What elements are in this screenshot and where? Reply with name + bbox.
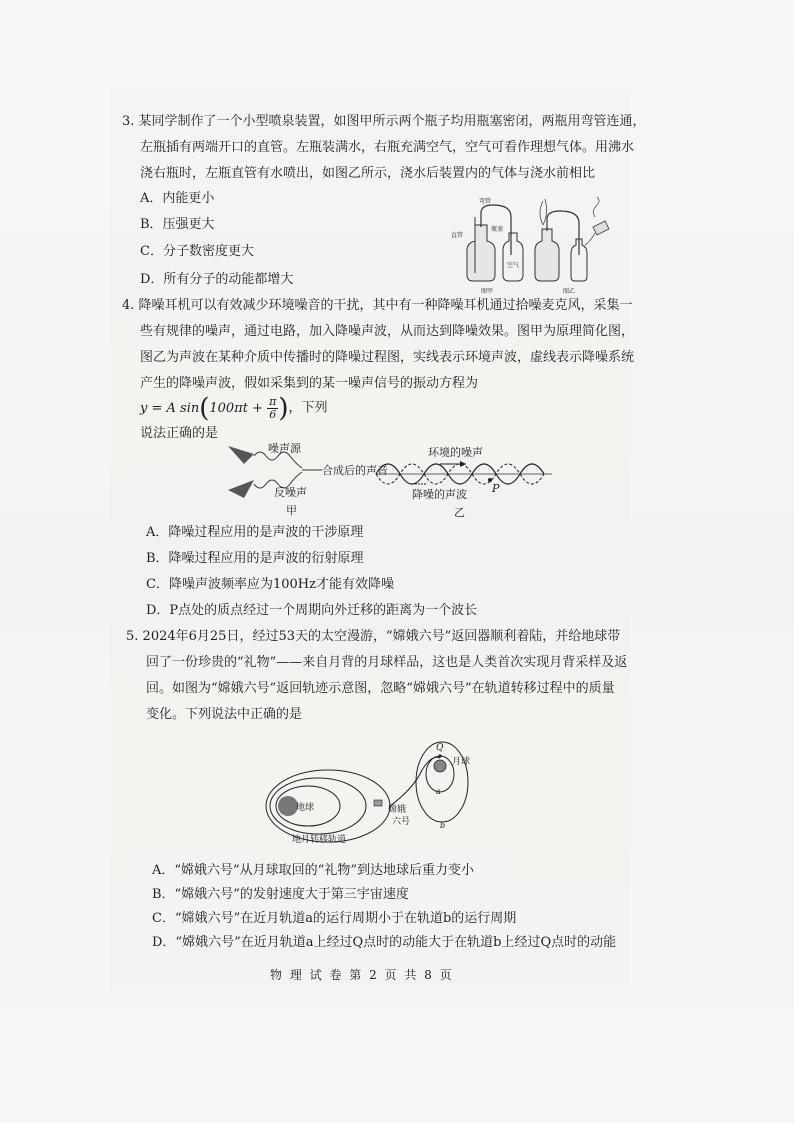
q5-line-4: 变化。下列说法中正确的是 bbox=[146, 707, 303, 722]
q4-option-b[interactable]: B．降噪过程应用的是声波的衍射原理 bbox=[146, 551, 364, 566]
label-moon: 月球 bbox=[452, 757, 471, 767]
label-anti-noise: 反噪声 bbox=[274, 486, 307, 499]
transfer-orbit bbox=[390, 757, 440, 806]
q4-noise-svg bbox=[222, 440, 552, 520]
q3-line-2: 左瓶插有两端开口的直管。左瓶装满水，右瓶充满空气，空气可看作理想气体。用沸水 bbox=[140, 140, 635, 155]
label-chang-e-1: 嫦娥 bbox=[388, 805, 407, 815]
label-p: P bbox=[492, 482, 500, 495]
q4-option-c[interactable]: C．降噪声波频率应为100Hz才能有效降噪 bbox=[146, 577, 394, 592]
q4-line-1: 4. 降噪耳机可以有效减少环境噪音的干扰，其中有一种降噪耳机通过拾噪麦克风，采集一 bbox=[122, 298, 633, 313]
q3-option-c[interactable]: C．分子数密度更大 bbox=[140, 244, 254, 259]
label-noise-source: 噪声源 bbox=[268, 442, 301, 455]
caption-figure-a: 图甲 bbox=[481, 288, 494, 295]
q4-option-a[interactable]: A．降噪过程应用的是声波的干涉原理 bbox=[146, 525, 364, 540]
label-orbit-a: a bbox=[436, 787, 441, 796]
q3-option-b[interactable]: B．压强更大 bbox=[140, 217, 215, 232]
label-bent-tube: 弯管 bbox=[479, 198, 492, 205]
left-bottle-a bbox=[467, 225, 495, 281]
q5-line-3: 回。如图为“嫦娥六号”返回轨迹示意图，忽略“嫦娥六号”在轨道转移过程中的质量 bbox=[146, 681, 615, 696]
q5-option-b[interactable]: B．“嫦娥六号”的发射速度大于第三宇宙速度 bbox=[152, 887, 409, 902]
q3-option-a[interactable]: A．内能更小 bbox=[140, 191, 215, 206]
q5-option-d[interactable]: D．“嫦娥六号”在近月轨道a上经过Q点时的动能大于在轨道b上经过Q点时的动能 bbox=[152, 935, 617, 950]
water-spray bbox=[540, 199, 547, 225]
caption-figure-a: 甲 bbox=[286, 504, 297, 517]
q5-orbit-svg bbox=[264, 744, 484, 844]
q3-option-d[interactable]: D．所有分子的动能都增大 bbox=[140, 272, 294, 287]
label-earth: 地球 bbox=[296, 803, 315, 813]
arrow-right-head bbox=[460, 461, 466, 467]
steam bbox=[593, 197, 599, 217]
caption-figure-b: 乙 bbox=[454, 506, 465, 519]
kettle bbox=[593, 221, 609, 235]
lunar-orbit-b bbox=[416, 742, 471, 822]
label-q: Q bbox=[436, 743, 444, 753]
q4-line-4: 产生的降噪声波，假如采集到的某一噪声信号的振动方程为 bbox=[140, 376, 479, 391]
q3-bottle-svg bbox=[445, 195, 620, 295]
label-anti-noise-wave: 降噪的声波 bbox=[412, 488, 467, 501]
label-transfer-orbit: 地月转移轨道 bbox=[292, 835, 347, 845]
q5-orbit-figure bbox=[264, 744, 484, 844]
q4-formula: y = A sin(100πt + $\frac{\pi}{6}$ ) bbox=[140, 393, 289, 423]
label-orbit-b: b bbox=[440, 821, 446, 830]
q4-line-5: y = A sin(100πt + $\frac{\pi}{6}$ )，下列 bbox=[140, 393, 328, 423]
label-chang-e-2: 六号 bbox=[392, 817, 411, 827]
noise-source-horn bbox=[228, 446, 254, 464]
q4-line-3: 图乙为声波在某种介质中传播时的降噪过程图，实线表示环境声波，虚线表示降噪系统 bbox=[140, 350, 635, 365]
q5-line-2: 回了一份珍贵的“礼物”——来自月背的月球样品，这也是人类首次实现月背采样及返 bbox=[146, 655, 628, 670]
q5-option-c[interactable]: C．“嫦娥六号”在近月轨道a的运行周期小于在轨道b的运行周期 bbox=[152, 911, 517, 926]
moon bbox=[434, 760, 446, 772]
q3-line-3: 浇右瓶时，左瓶直管有水喷出，如图乙所示，浇水后装置内的气体与浇水前相比 bbox=[140, 166, 596, 181]
pouring-water bbox=[585, 233, 595, 245]
right-bottle-a bbox=[503, 233, 523, 281]
label-straight-tube: 直管 bbox=[451, 232, 464, 239]
label-stopper: 瓶塞 bbox=[491, 226, 504, 233]
anti-noise-horn bbox=[228, 480, 254, 498]
q4-line-2: 些有规律的噪声，通过电路，加入降噪声波，从而达到降噪效果。图甲为原理简化图， bbox=[140, 324, 635, 339]
earth bbox=[278, 796, 298, 816]
q5-option-a[interactable]: A．“嫦娥六号”从月球取回的“礼物”到达地球后重力变小 bbox=[152, 863, 474, 878]
q3-bottle-figure bbox=[445, 195, 620, 295]
caption-figure-b: 图乙 bbox=[563, 288, 576, 295]
label-combined-sound: 合成后的声音 bbox=[322, 464, 388, 477]
q4-line-6: 说法正确的是 bbox=[140, 426, 219, 441]
label-air: 空气 bbox=[507, 262, 520, 269]
left-bottle-b bbox=[535, 229, 559, 281]
q5-line-1: 5. 2024年6月25日，经过53天的太空漫游，“嫦娥六号”返回器顺利着陆，并给地球带 bbox=[126, 629, 621, 644]
chang-e-spacecraft bbox=[374, 800, 382, 806]
page-footer: 物 理 试 卷 第 2 页 共 8 页 bbox=[270, 968, 454, 982]
point-q bbox=[438, 754, 441, 757]
q4-option-d[interactable]: D．P点处的质点经过一个周期向外迁移的距离为一个波长 bbox=[146, 603, 478, 618]
label-ambient-noise: 环境的噪声 bbox=[428, 446, 483, 459]
q4-noise-figure bbox=[222, 440, 552, 520]
q3-line-1: 3. 某同学制作了一个小型喷泉装置，如图甲所示两个瓶子均用瓶塞密闭，两瓶用弯管连通， bbox=[122, 114, 646, 129]
